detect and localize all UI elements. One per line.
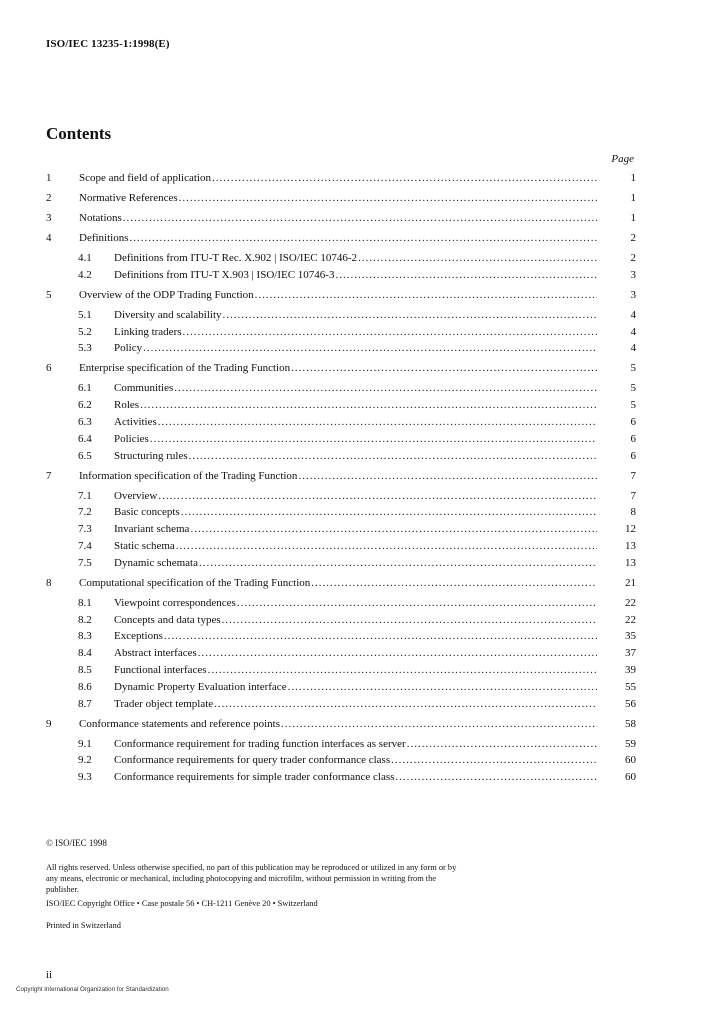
rights-statement: All rights reserved. Unless otherwise specified, no part of this publication may be reproduced or utilized in any form or by any means, electronic or mechanical, including photocopying and microfilm, without permission in writing from the publisher. — [46, 863, 457, 894]
toc-entry[interactable] — [46, 539, 636, 556]
toc-entry-number: 6.5 — [78, 449, 92, 462]
toc-entry[interactable] — [46, 646, 636, 663]
toc-entry-page: 22 — [625, 596, 636, 609]
toc-entry-title: Definitions — [79, 232, 129, 244]
dot-leader — [212, 171, 597, 185]
toc-entry-number: 4.1 — [78, 252, 92, 264]
toc-entry-page: 2 — [630, 252, 636, 264]
toc-entry-page: 4 — [630, 325, 636, 338]
toc-entry-page: 3 — [630, 268, 636, 281]
toc-entry[interactable] — [46, 211, 636, 231]
toc-entry-leader — [114, 613, 597, 627]
toc-entry-page: 4 — [630, 342, 636, 355]
dot-leader — [164, 629, 597, 643]
footer-copyright: Copyright International Organization for Standardization — [16, 986, 169, 993]
toc-entry-number: 9 — [46, 717, 52, 730]
toc-entry[interactable] — [46, 325, 636, 342]
toc-entry-number: 1 — [46, 172, 52, 184]
toc-entry-leader — [114, 449, 597, 463]
toc-entry-leader — [79, 191, 597, 205]
toc-entry-title: Functional interfaces — [114, 663, 207, 676]
dot-leader — [190, 522, 597, 536]
toc-entry-page: 1 — [630, 212, 636, 224]
dot-leader — [214, 697, 597, 711]
toc-entry-leader — [114, 341, 597, 355]
dot-leader — [208, 663, 597, 677]
toc-entry-title: Conformance requirements for simple trader conformance class — [114, 771, 395, 784]
dot-leader — [358, 251, 597, 265]
toc-entry[interactable] — [46, 361, 636, 381]
toc-entry-page: 12 — [625, 523, 636, 536]
toc-entry-title: Dynamic Property Evaluation interface — [114, 680, 287, 693]
toc-entry-leader — [114, 381, 597, 395]
toc-entry-number: 6 — [46, 362, 52, 375]
toc-entry-leader — [114, 415, 597, 429]
toc-entry-number: 8.1 — [78, 596, 92, 609]
toc-entry-title: Definitions from ITU-T Rec. X.902 | ISO/IEC 10746-2 — [114, 252, 358, 264]
toc-entry-number: 3 — [46, 212, 52, 224]
toc-entry-leader — [114, 697, 597, 711]
toc-entry-leader — [114, 398, 597, 412]
toc-entry[interactable] — [46, 432, 636, 449]
dot-leader — [158, 489, 597, 503]
toc-entry-page: 1 — [630, 192, 636, 204]
toc-entry-title: Static schema — [114, 539, 175, 552]
toc-entry-number: 9.1 — [78, 737, 92, 750]
toc-entry-leader — [114, 522, 597, 536]
toc-entry[interactable] — [46, 737, 636, 754]
toc-entry-page: 6 — [630, 415, 636, 428]
toc-entry-number: 8.6 — [78, 680, 92, 693]
toc-entry[interactable] — [46, 469, 636, 489]
toc-entry[interactable] — [46, 629, 636, 646]
toc-entry-number: 6.1 — [78, 382, 92, 395]
dot-leader — [140, 398, 597, 412]
toc-entry[interactable] — [46, 770, 636, 787]
toc-entry-number: 5 — [46, 288, 52, 301]
toc-entry[interactable] — [46, 398, 636, 415]
toc-entry-page: 58 — [625, 717, 636, 730]
toc-entry-number: 7 — [46, 469, 52, 482]
toc-entry-title: Roles — [114, 399, 140, 412]
toc-entry-title: Notations — [79, 212, 122, 224]
toc-entry-number: 8.2 — [78, 613, 92, 626]
toc-entry-title: Basic concepts — [114, 506, 180, 519]
toc-entry-title: Policies — [114, 432, 149, 445]
toc-entry[interactable] — [46, 231, 636, 251]
toc-entry-page: 2 — [630, 232, 636, 244]
toc-entry-leader — [114, 596, 597, 610]
toc-entry-page: 13 — [625, 556, 636, 569]
dot-leader — [298, 469, 597, 483]
contents-title: Contents — [46, 124, 112, 143]
toc-entry-page: 5 — [630, 362, 636, 375]
toc-entry-leader — [79, 469, 597, 483]
dot-leader — [223, 308, 597, 322]
copyright-notice: © ISO/IEC 1998 — [46, 838, 107, 848]
page-number: ii — [46, 969, 53, 981]
toc-entry-title: Concepts and data types — [114, 613, 221, 626]
dot-leader — [335, 268, 597, 282]
toc-entry[interactable] — [46, 415, 636, 432]
toc-entry[interactable] — [46, 191, 636, 211]
toc-entry-page: 6 — [630, 449, 636, 462]
dot-leader — [130, 231, 598, 245]
toc-entry-title: Conformance requirement for trading function interfaces as server — [114, 737, 406, 750]
toc-entry[interactable] — [46, 680, 636, 697]
dot-leader — [199, 556, 597, 570]
toc-entry-number: 8 — [46, 576, 52, 589]
toc-entry-title: Linking traders — [114, 325, 182, 338]
dot-leader — [311, 576, 597, 590]
toc-entry-number: 4 — [46, 232, 52, 244]
toc-entry-page: 39 — [625, 663, 636, 676]
toc-entry-title: Invariant schema — [114, 523, 190, 536]
toc-entry-number: 5.1 — [78, 308, 92, 321]
toc-entry-leader — [79, 717, 597, 731]
toc-entry-number: 8.3 — [78, 630, 92, 643]
toc-entry-number: 8.7 — [78, 697, 92, 710]
dot-leader — [391, 753, 597, 767]
toc-entry-page: 7 — [630, 469, 636, 482]
toc-entry-title: Trader object template — [114, 697, 214, 710]
toc-entry-page: 37 — [625, 647, 636, 660]
dot-leader — [222, 613, 597, 627]
toc-entry[interactable] — [46, 576, 636, 596]
toc-entry-number: 7.4 — [78, 539, 92, 552]
dot-leader — [255, 288, 597, 302]
toc-entry[interactable] — [46, 449, 636, 469]
toc-entry-page: 8 — [630, 506, 636, 519]
toc-entry-leader — [79, 171, 597, 185]
toc-entry-number: 8.4 — [78, 647, 92, 660]
toc-entry-page: 35 — [625, 630, 636, 643]
toc-entry-title: Information specification of the Trading Function — [79, 469, 298, 482]
toc-entry[interactable] — [46, 663, 636, 680]
toc-entry-leader — [114, 753, 597, 767]
dot-leader — [237, 596, 597, 610]
toc-entry-leader — [79, 288, 597, 302]
toc-entry-page: 4 — [630, 308, 636, 321]
toc-entry-page: 59 — [625, 737, 636, 750]
toc-entry-number: 9.2 — [78, 754, 92, 767]
document-header: ISO/IEC 13235-1:1998(E) — [46, 38, 170, 50]
toc-entry-title: Conformance statements and reference points — [79, 717, 280, 730]
toc-entry[interactable] — [46, 697, 636, 717]
toc-entry-title: Dynamic schemata — [114, 556, 198, 569]
toc-entry-leader — [114, 539, 597, 553]
toc-entry-number: 5.2 — [78, 325, 92, 338]
dot-leader — [179, 191, 597, 205]
toc-entry-number: 7.3 — [78, 523, 92, 536]
toc-entry-title: Abstract interfaces — [114, 647, 197, 660]
toc-entry-leader — [114, 505, 597, 519]
toc-entry-number: 6.3 — [78, 415, 92, 428]
dot-leader — [176, 539, 597, 553]
toc-entry[interactable] — [46, 613, 636, 630]
printed-location: Printed in Switzerland — [46, 921, 121, 930]
toc-entry[interactable] — [46, 505, 636, 522]
toc-entry[interactable] — [46, 381, 636, 398]
toc-entry[interactable] — [46, 753, 636, 770]
copyright-office-address: ISO/IEC Copyright Office • Case postale 56 • CH-1211 Genève 20 • Switzerland — [46, 899, 318, 908]
toc-entry-leader — [114, 489, 597, 503]
dot-leader — [189, 449, 597, 463]
toc-entry-page: 56 — [625, 697, 636, 710]
toc-entry-page: 55 — [625, 680, 636, 693]
toc-entry-leader — [114, 268, 597, 282]
toc-entry-leader — [114, 646, 597, 660]
toc-entry[interactable] — [46, 596, 636, 613]
dot-leader — [143, 341, 597, 355]
dot-leader — [407, 737, 597, 751]
toc-entry-title: Overview of the ODP Trading Function — [79, 288, 254, 301]
toc-entry-leader — [114, 680, 597, 694]
toc-entry-title: Computational specification of the Trading Function — [79, 576, 311, 589]
table-of-contents — [46, 171, 636, 787]
toc-entry-number: 6.4 — [78, 432, 92, 445]
toc-entry-number: 2 — [46, 192, 52, 204]
toc-entry-title: Overview — [114, 489, 158, 502]
toc-entry[interactable] — [46, 341, 636, 361]
dot-leader — [281, 717, 597, 731]
toc-entry-title: Policy — [114, 342, 143, 355]
toc-entry[interactable] — [46, 489, 636, 506]
toc-entry-title: Conformance requirements for query trader conformance class — [114, 754, 391, 767]
toc-entry[interactable] — [46, 171, 636, 191]
toc-entry-page: 60 — [625, 754, 636, 767]
toc-entry-page: 5 — [630, 399, 636, 412]
dot-leader — [395, 770, 597, 784]
toc-entry-page: 13 — [625, 539, 636, 552]
toc-entry-page: 1 — [630, 172, 636, 184]
toc-entry-leader — [114, 556, 597, 570]
toc-entry-leader — [79, 211, 597, 225]
dot-leader — [288, 680, 597, 694]
toc-entry-leader — [114, 737, 597, 751]
toc-entry-leader — [114, 663, 597, 677]
toc-entry-title: Communities — [114, 382, 174, 395]
toc-entry-page: 3 — [630, 288, 636, 301]
toc-entry[interactable] — [46, 717, 636, 737]
toc-entry-leader — [114, 432, 597, 446]
toc-entry-title: Viewpoint correspondences — [114, 596, 236, 609]
toc-entry-leader — [79, 361, 597, 375]
toc-entry-number: 4.2 — [78, 268, 92, 281]
toc-entry-number: 8.5 — [78, 663, 92, 676]
dot-leader — [181, 505, 597, 519]
toc-entry-leader — [114, 770, 597, 784]
dot-leader — [158, 415, 597, 429]
toc-entry-title: Scope and field of application — [79, 172, 211, 184]
toc-entry-title: Structuring rules — [114, 449, 188, 462]
dot-leader — [291, 361, 597, 375]
toc-entry[interactable] — [46, 288, 636, 308]
toc-entry[interactable] — [46, 268, 636, 288]
toc-entry-number: 7.1 — [78, 489, 92, 502]
toc-entry-title: Enterprise specification of the Trading Function — [79, 362, 291, 375]
toc-entry-leader — [114, 325, 597, 339]
toc-entry[interactable] — [46, 308, 636, 325]
toc-entry-leader — [79, 576, 597, 590]
page-column-label: Page — [611, 153, 634, 165]
toc-entry-title: Exceptions — [114, 630, 163, 643]
toc-entry-number: 9.3 — [78, 771, 92, 784]
toc-entry-leader — [114, 629, 597, 643]
toc-entry-page: 6 — [630, 432, 636, 445]
toc-entry-title: Diversity and scalability — [114, 308, 222, 321]
toc-entry-number: 7.5 — [78, 556, 92, 569]
toc-entry-page: 22 — [625, 613, 636, 626]
toc-entry-number: 6.2 — [78, 399, 92, 412]
toc-entry-leader — [114, 251, 597, 265]
dot-leader — [174, 381, 597, 395]
toc-entry-number: 5.3 — [78, 342, 92, 355]
toc-entry-title: Activities — [114, 415, 157, 428]
dot-leader — [150, 432, 597, 446]
toc-entry-leader — [114, 308, 597, 322]
toc-entry-number: 7.2 — [78, 506, 92, 519]
dot-leader — [123, 211, 597, 225]
toc-entry[interactable] — [46, 556, 636, 576]
dot-leader — [198, 646, 597, 660]
toc-entry-title: Normative References — [79, 192, 178, 204]
toc-entry[interactable] — [46, 522, 636, 539]
toc-entry[interactable] — [46, 251, 636, 268]
dot-leader — [183, 325, 597, 339]
toc-entry-page: 60 — [625, 771, 636, 784]
toc-entry-leader — [79, 231, 597, 245]
toc-entry-title: Definitions from ITU-T X.903 | ISO/IEC 10746-3 — [114, 268, 335, 281]
toc-entry-page: 5 — [630, 382, 636, 395]
toc-entry-page: 7 — [630, 489, 636, 502]
toc-entry-page: 21 — [625, 576, 636, 589]
